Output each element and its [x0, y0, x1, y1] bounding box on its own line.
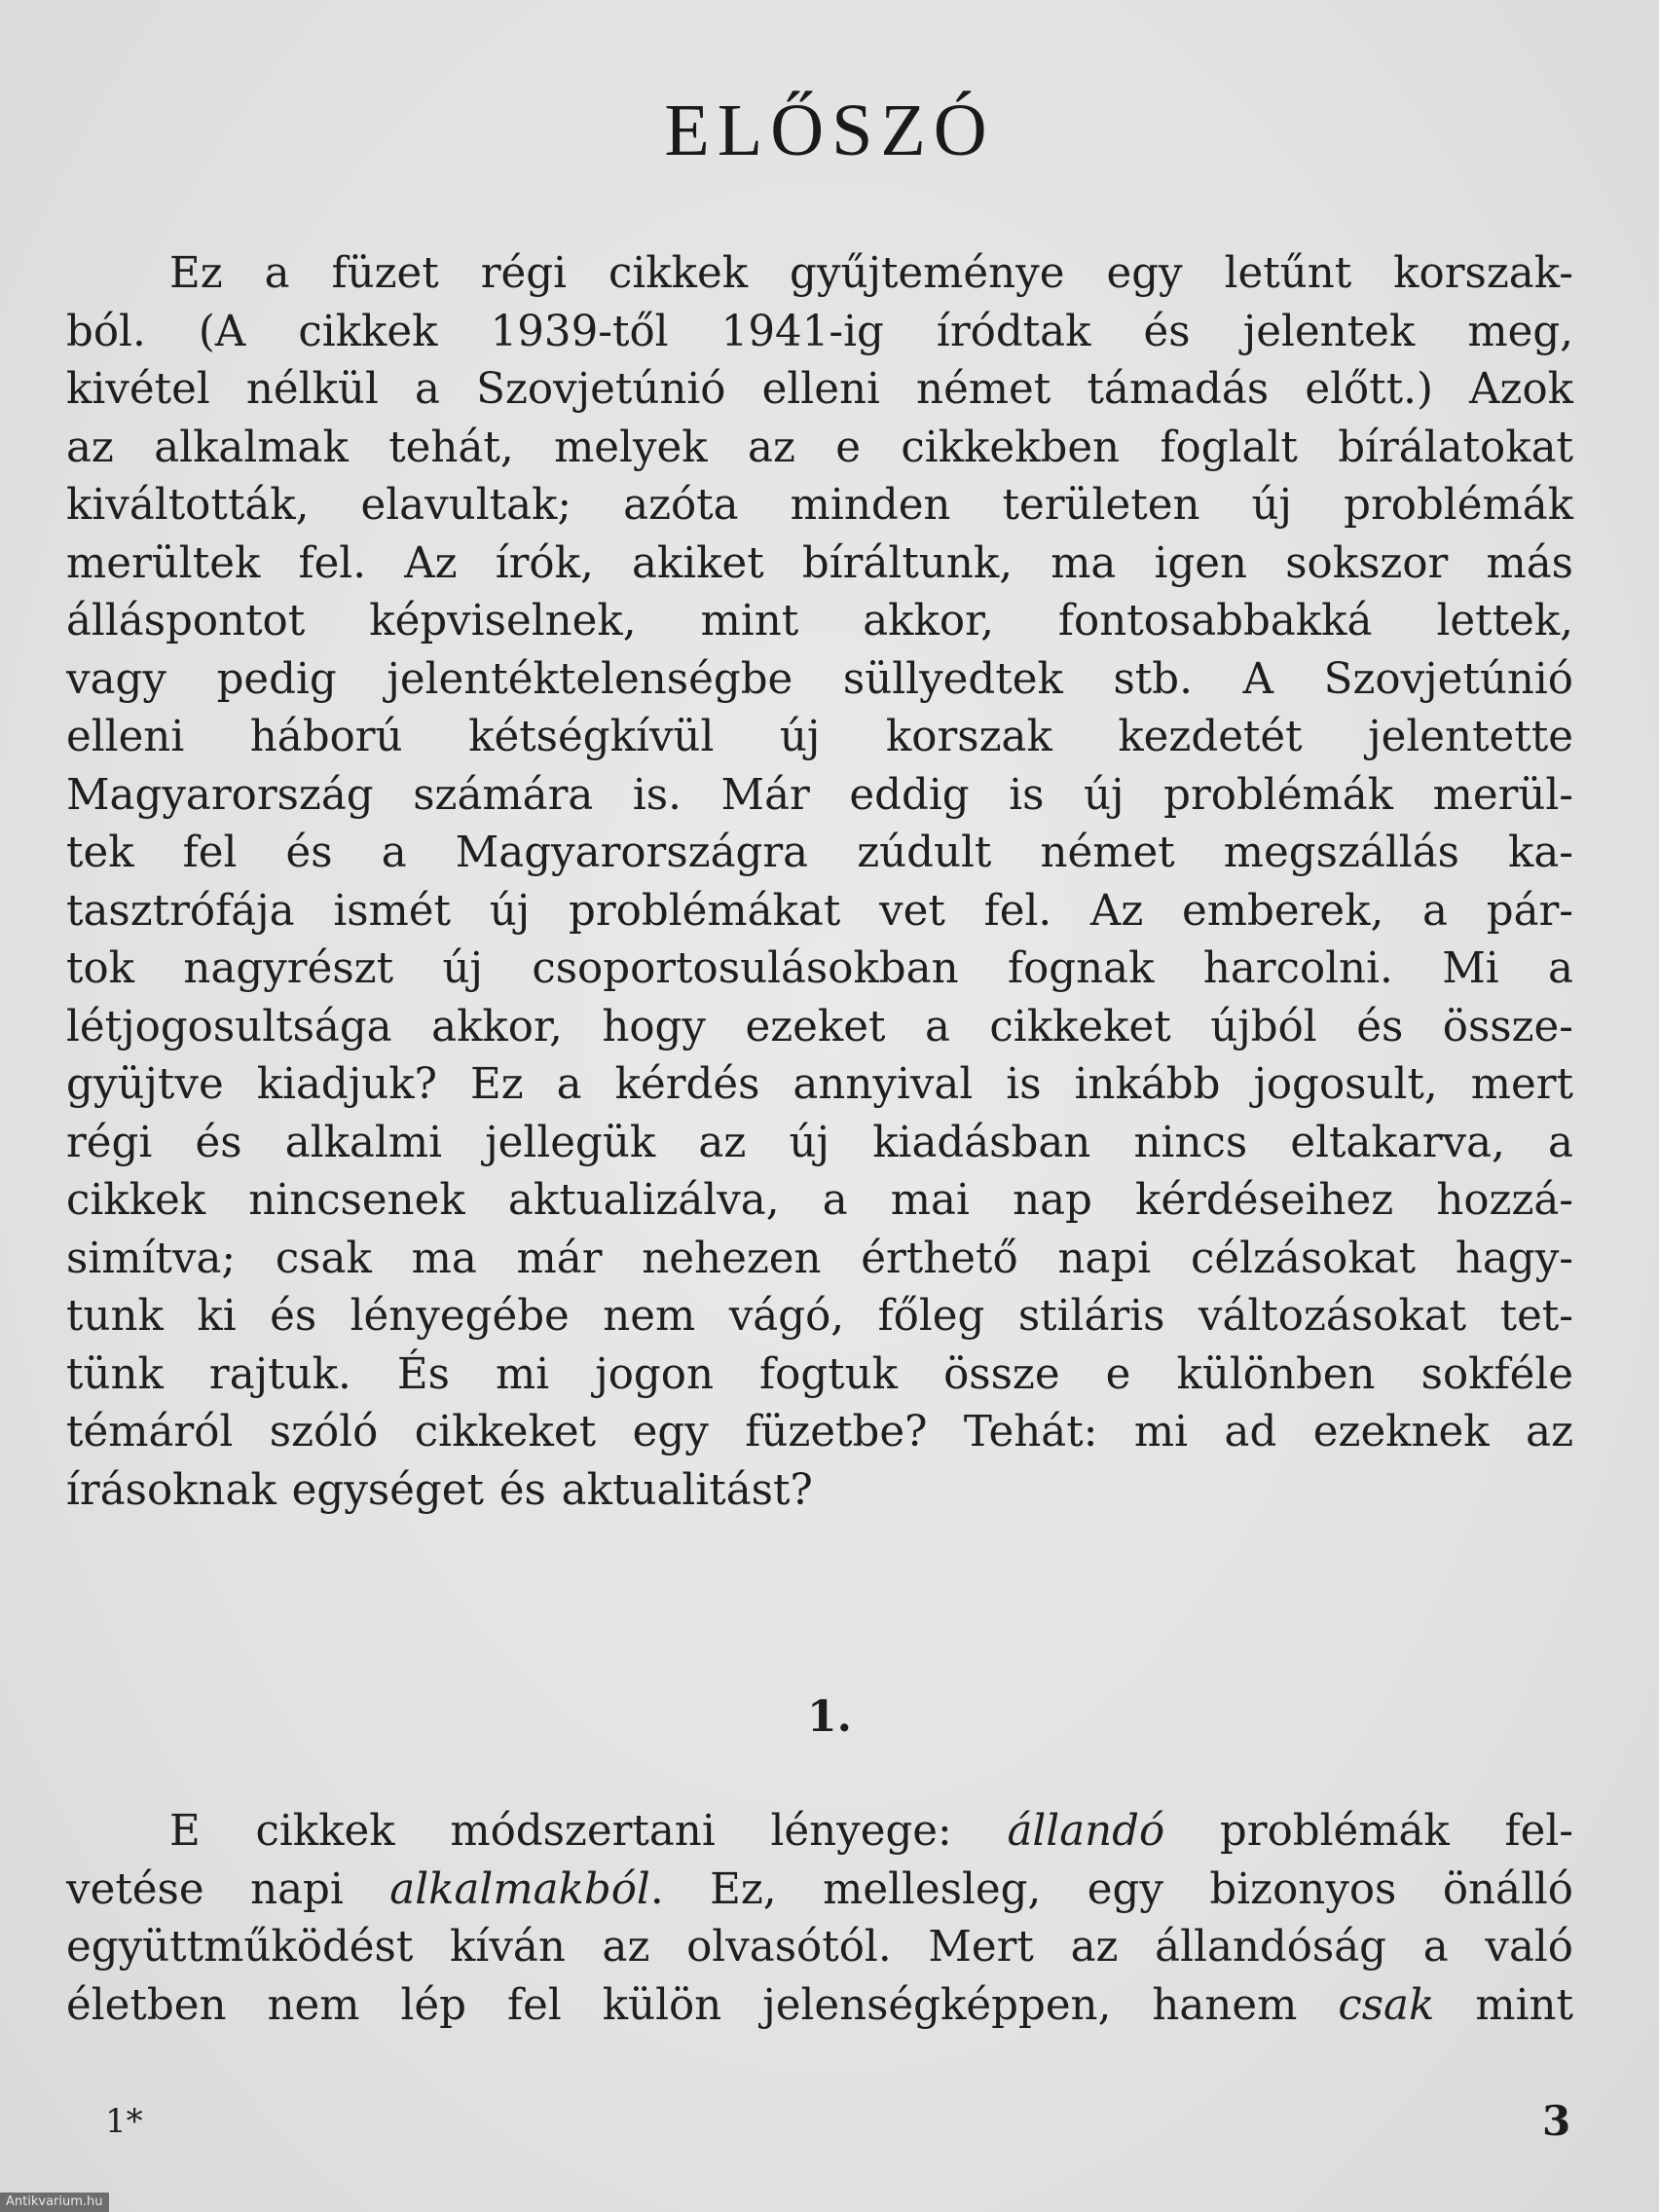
text-run: problémák fel-	[1164, 1807, 1573, 1856]
text-line	[66, 1862, 1573, 1920]
text-line: merültek fel. Az írók, akiket bíráltunk, ma igen sokszor más	[66, 538, 1573, 588]
text-line: tok nagyrészt új csoportosulásokban fognak harcolni. Mi a	[66, 944, 1573, 993]
text-line: elleni háború kétségkívül új korszak kezdetét jelentette	[66, 713, 1573, 761]
text-run: vetése napi	[66, 1864, 390, 1914]
text-line: tünk rajtuk. És mi jogon fogtuk össze e különben sokféle	[66, 1349, 1573, 1399]
section-number: 1.	[807, 1692, 852, 1742]
watermark: Antikvarium.hu	[0, 2193, 109, 2212]
page-number: 3	[1542, 2097, 1571, 2145]
text-line: tek fel és a Magyarországra zúdult német megszállás ka-	[66, 829, 1573, 877]
text-line: kiváltották, elavultak; azóta minden területen új problémák	[66, 481, 1573, 530]
text-line: simítva; csak ma már nehezen érthető napi célzásokat hagy-	[66, 1234, 1573, 1283]
emphasis-text: alkalmakból	[389, 1864, 650, 1914]
text-run: . Ez, mellesleg, egy bizonyos önálló	[649, 1864, 1573, 1914]
text-line: kivétel nélkül a Szovjetúnió elleni német támadás előtt.) Azok	[66, 365, 1573, 414]
text-line: Magyarország számára is. Már eddig is új problémák merül-	[66, 770, 1573, 820]
text-line: tunk ki és lényegébe nem vágó, főleg stiláris változásokat tet-	[66, 1292, 1573, 1341]
signature-mark: 1*	[105, 2102, 143, 2141]
text-line: témáról szóló cikkeket egy füzetbe? Tehát: mi ad ezeknek az	[66, 1408, 1573, 1456]
section-paragraph	[66, 1803, 1573, 2035]
text-line: az alkalmak tehát, melyek az e cikkekben foglalt bírálatokat	[66, 423, 1573, 472]
text-line: cikkek nincsenek aktualizálva, a mai nap kérdéseihez hozzá-	[66, 1176, 1573, 1225]
text-line: tasztrófája ismét új problémákat vet fel. Az emberek, a pár-	[66, 886, 1573, 936]
text-line	[66, 1977, 1573, 2036]
emphasis-text: csak	[1338, 1980, 1435, 2030]
text-line: ból. (A cikkek 1939-től 1941-ig íródtak és jelentek meg,	[66, 307, 1573, 356]
text-run: E cikkek módszertani lényege:	[169, 1807, 1008, 1856]
text-line: írásoknak egységet és aktualitást?	[66, 1465, 813, 1515]
page-title: ELŐSZÓ	[664, 90, 995, 171]
text-line: létjogosultsága akkor, hogy ezeket a cikkeket újból és össze-	[66, 1002, 1573, 1051]
text-line: Ez a füzet régi cikkek gyűjteménye egy letűnt korszak-	[169, 249, 1573, 298]
preface-paragraph	[66, 245, 1573, 1520]
text-line: gyüjtve kiadjuk? Ez a kérdés annyival is inkább jogosult, mert	[66, 1060, 1573, 1109]
text-line: álláspontot képviselnek, mint akkor, fontosabbakká lettek,	[66, 597, 1573, 645]
text-run: mint	[1434, 1980, 1573, 2030]
text-run: életben nem lép fel külön jelenségképpen, hanem	[66, 1980, 1339, 2030]
text-line: régi és alkalmi jellegük az új kiadásban nincs eltakarva, a	[66, 1118, 1573, 1167]
emphasis-text: állandó	[1007, 1807, 1165, 1856]
text-line: együttműködést kíván az olvasótól. Mert az állandóság a való	[66, 1923, 1573, 1972]
text-line	[66, 1803, 1573, 1862]
text-line: vagy pedig jelentéktelenségbe süllyedtek stb. A Szovjetúnió	[66, 654, 1573, 704]
